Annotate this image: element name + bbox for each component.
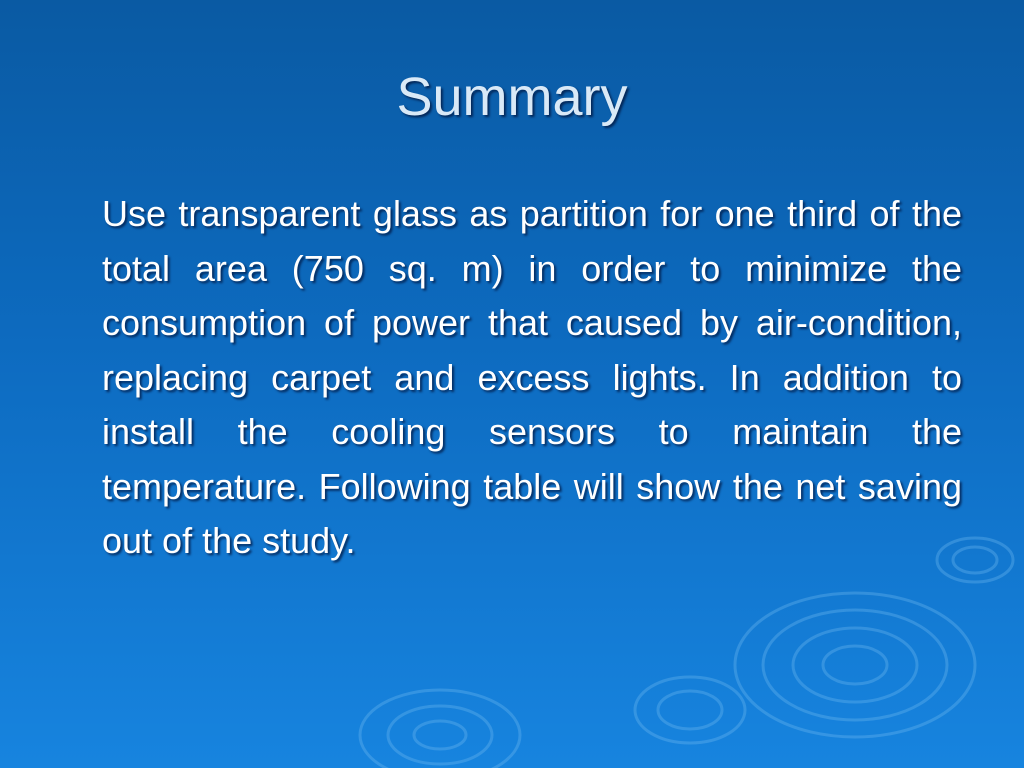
slide-body-text: Use transparent glass as partition for one third of the total area (750 sq. m) in order to minimize the consumption of power that caused by air-condition, replacing carpet and excess lights. In addition to install the cooling sensors to maintain the temperature. Following table will show the net saving out of the study.	[102, 193, 962, 561]
slide-title: Summary	[396, 67, 628, 127]
